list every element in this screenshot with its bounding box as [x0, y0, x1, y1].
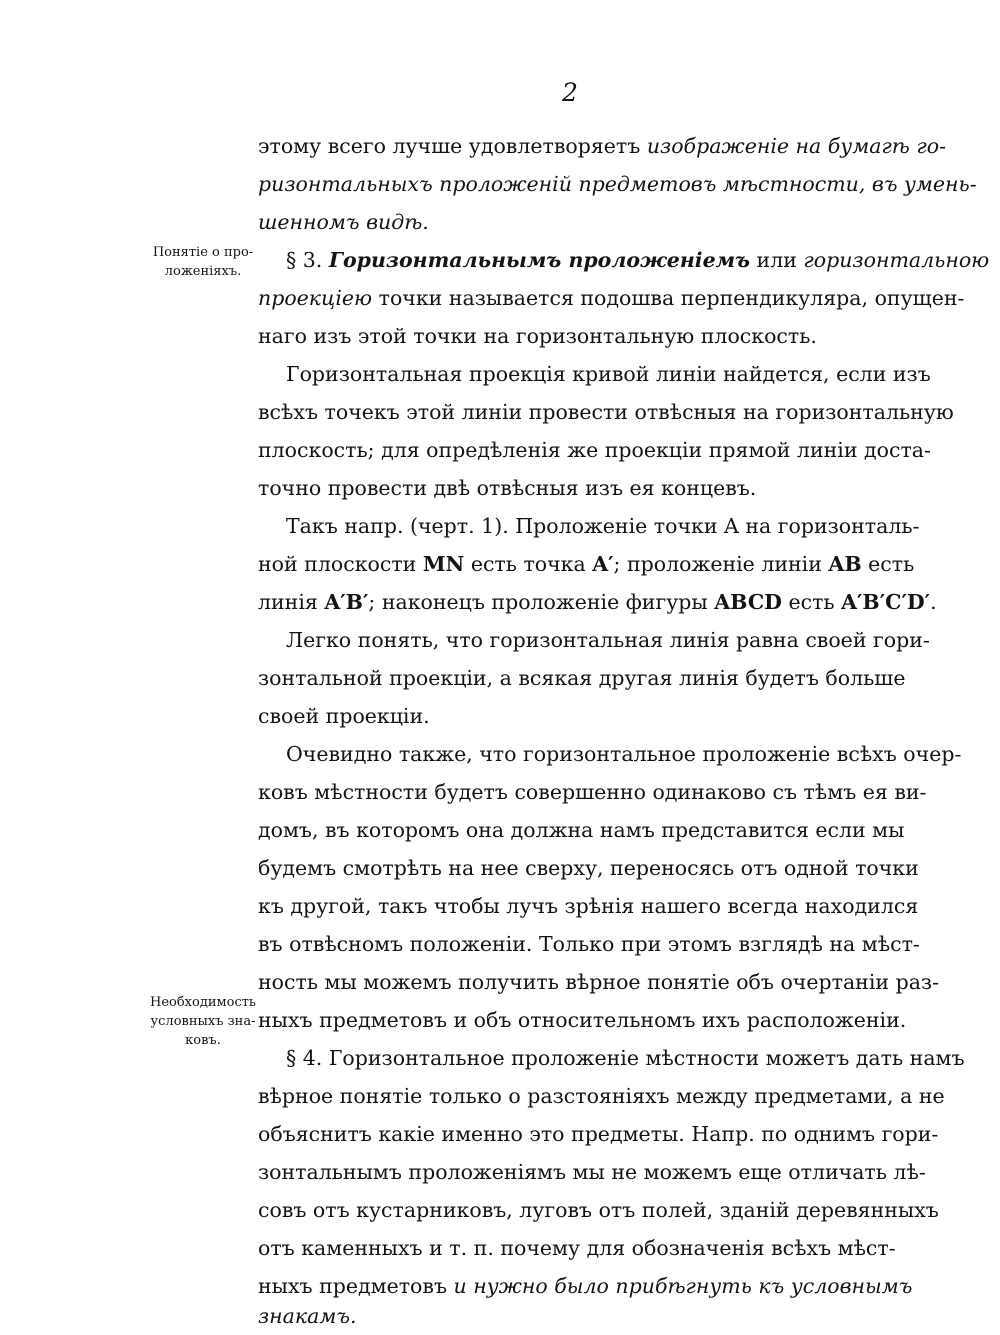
margin-note-line: ковъ.	[185, 1033, 221, 1048]
text-line: линія A′B′; наконецъ проложеніе фигуры ABCD есть A′B′C′D′.	[258, 590, 937, 614]
text-line: Горизонтальная проекція кривой линіи найдется, если изъ	[286, 362, 931, 386]
page-number: 2	[562, 78, 578, 107]
margin-note-projections	[148, 243, 258, 281]
text-line: ныхъ предметовъ и объ относительномъ ихъ расположеніи.	[258, 1008, 907, 1032]
text-line: плоскость; для опредѣленія же проекціи прямой линіи доста-	[258, 438, 931, 462]
text-line: ковъ мѣстности будетъ совершенно одинаково съ тѣмъ ея ви-	[258, 780, 927, 804]
text-line: ныхъ предметовъ и нужно было прибѣгнуть къ условнымъ	[258, 1274, 913, 1298]
text-line: въ отвѣсномъ положеніи. Только при этомъ взглядѣ на мѣст-	[258, 932, 920, 956]
text-line: совъ отъ кустарниковъ, луговъ отъ полей, зданій деревянныхъ	[258, 1198, 939, 1222]
text-line: всѣхъ точекъ этой линіи провести отвѣсныя на горизонтальную	[258, 400, 954, 424]
margin-note-line: Понятіе о про-	[152, 245, 254, 260]
text-line: § 3. Горизонтальнымъ проложеніемъ или горизонтальною	[286, 248, 990, 272]
text-line: своей проекціи.	[258, 704, 430, 728]
text-line: зонтальной проекціи, а всякая другая линія будетъ больше	[258, 666, 906, 690]
text-line: къ другой, такъ чтобы лучъ зрѣнія нашего всегда находился	[258, 894, 919, 918]
text-line: Такъ напр. (черт. 1). Проложеніе точки A на горизонталь-	[286, 514, 920, 538]
text-line: шенномъ видѣ.	[258, 210, 429, 234]
text-line: будемъ смотрѣть на нее сверху, переносясь отъ одной точки	[258, 856, 919, 880]
text-line: Очевидно также, что горизонтальное проложеніе всѣхъ очер-	[286, 742, 962, 766]
text-line: ной плоскости MN есть точка A′; проложеніе линіи AB есть	[258, 552, 915, 576]
margin-note-line: ложеніяхъ.	[164, 264, 242, 279]
text-line: точно провести двѣ отвѣсныя изъ ея концевъ.	[258, 476, 757, 500]
margin-note-line: Необходимость	[150, 995, 256, 1010]
text-line: Легко понять, что горизонтальная линія равна своей гори-	[286, 628, 930, 652]
text-line: знакамъ.	[258, 1304, 357, 1328]
text-line: наго изъ этой точки на горизонтальную плоскость.	[258, 324, 817, 348]
margin-note-conventional-signs	[148, 993, 258, 1050]
text-line: домъ, въ которомъ она должна намъ представится если мы	[258, 818, 905, 842]
text-line: проекціею точки называется подошва перпендикуляра, опущен-	[258, 286, 965, 310]
text-line: зонтальнымъ проложеніямъ мы не можемъ еще отличать лѣ-	[258, 1160, 926, 1184]
margin-note-line: условныхъ зна-	[150, 1014, 256, 1029]
text-line: ризонтальныхъ проложеній предметовъ мѣстности, въ умень-	[258, 172, 977, 196]
text-line: отъ каменныхъ и т. п. почему для обозначенія всѣхъ мѣст-	[258, 1236, 896, 1260]
text-line: § 4. Горизонтальное проложеніе мѣстности можетъ дать намъ	[286, 1046, 965, 1070]
text-line: этому всего лучше удовлетворяетъ изображеніе на бумагѣ го-	[258, 134, 947, 158]
text-line: ность мы можемъ получить вѣрное понятіе объ очертаніи раз-	[258, 970, 940, 994]
text-line: вѣрное понятіе только о разстояніяхъ между предметами, а не	[258, 1084, 945, 1108]
text-line: объяснитъ какіе именно это предметы. Напр. по однимъ гори-	[258, 1122, 939, 1146]
